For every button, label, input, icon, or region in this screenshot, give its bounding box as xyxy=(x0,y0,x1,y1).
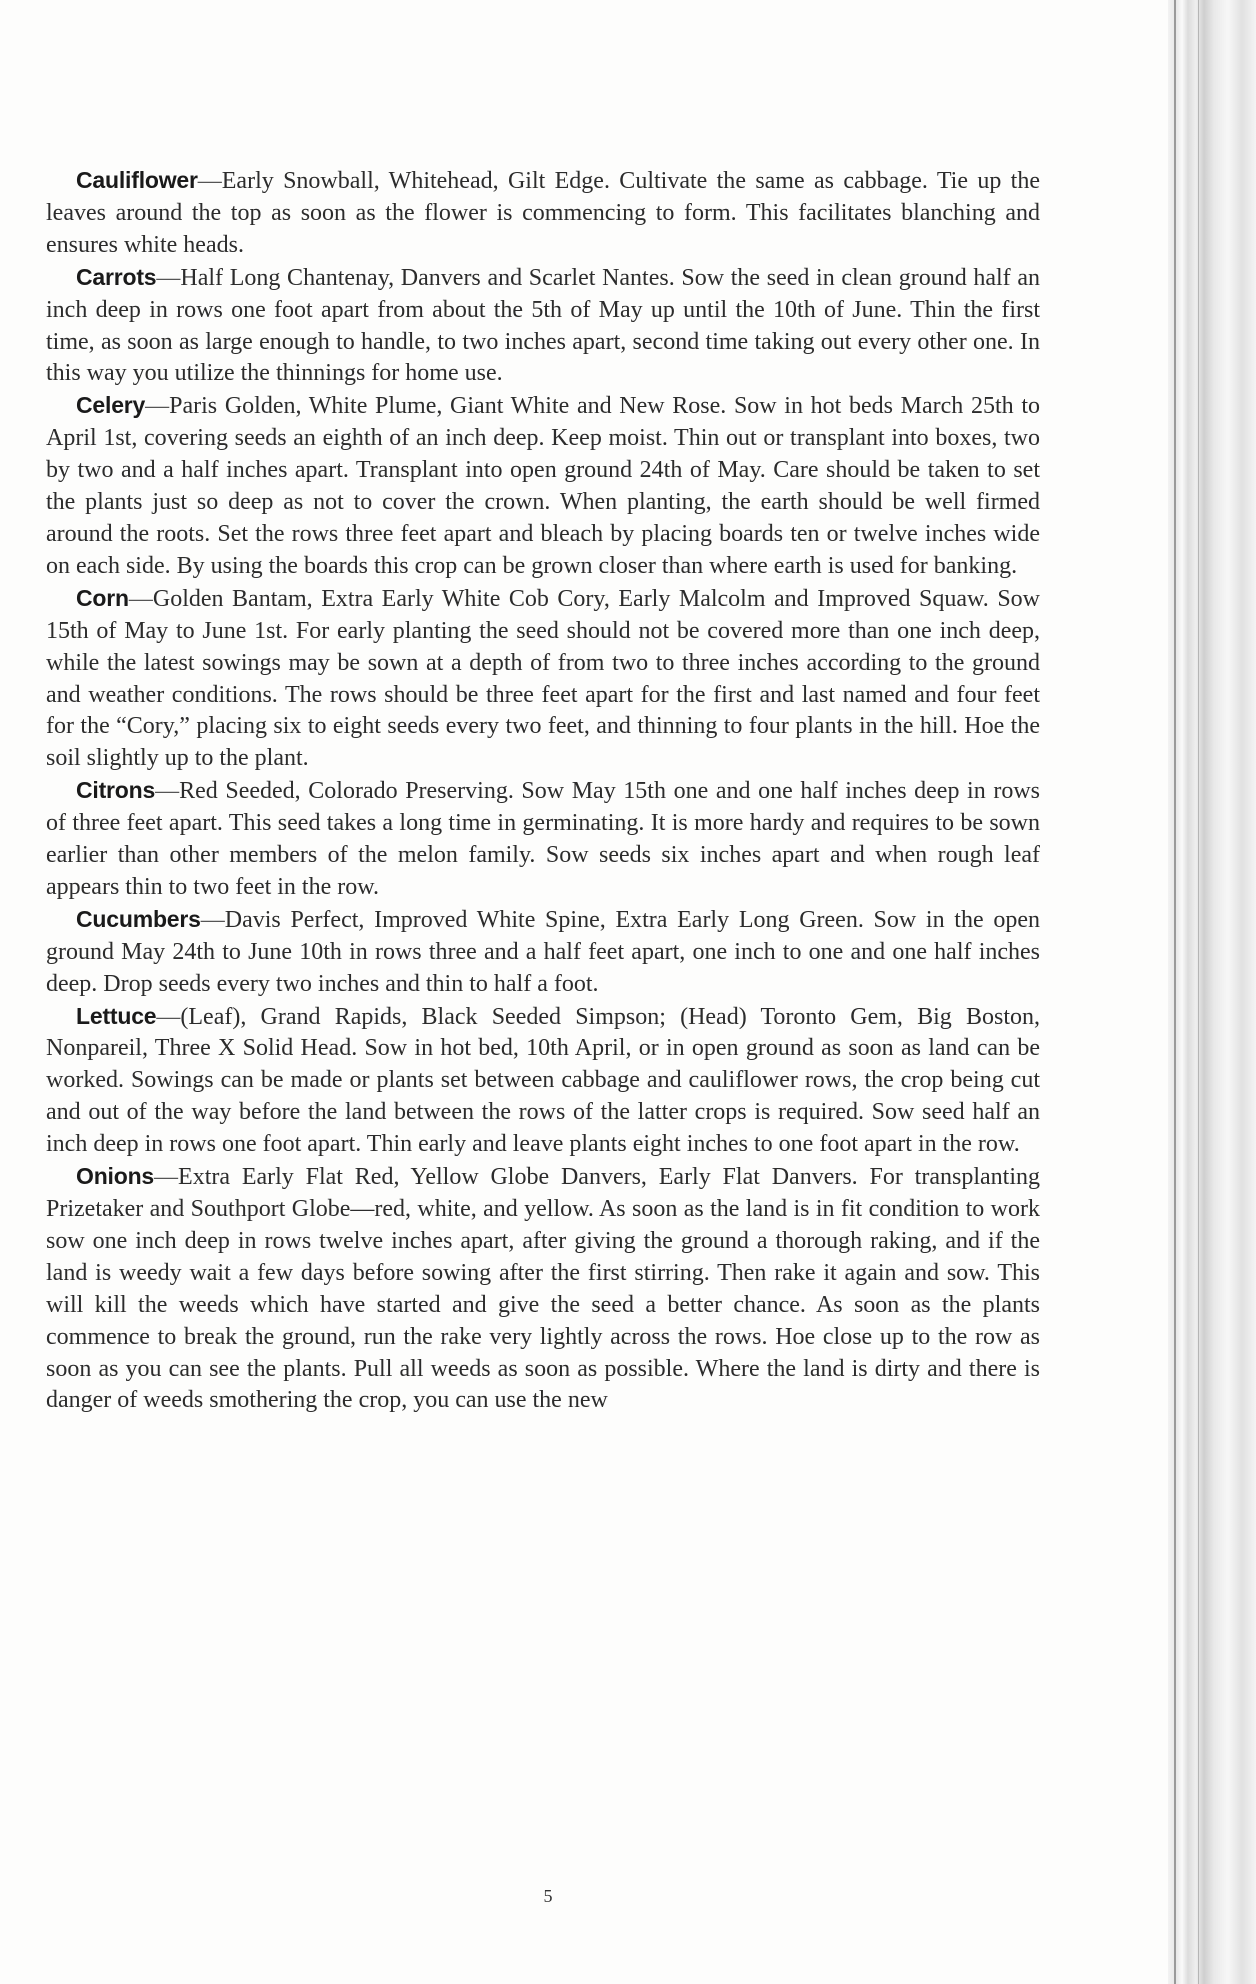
entry-term: Cauliflower xyxy=(76,167,198,193)
entry-text: Extra Early Flat Red, Yellow Globe Danvers, Early Flat Danvers. For transplanting Prizetaker and Southport Globe—red, white, and yellow. As soon as the land is in fit condition to work sow one inch deep in rows twelve inches apart, after giving the ground a thorough raking, and if the land is weedy wait a few days before sowing after the first stirring. Then rake it again and sow. This will kill the weeds which have started and give the seed a better chance. As soon as the plants commence to break the ground, run the rake very lightly across the rows. Hoe close up to the row as soon as you can see the plants. Pull all weeds as soon as possible. Where the land is dirty and there is danger of weeds smothering the crop, you can use the new xyxy=(46,1164,1040,1414)
entry-cauliflower xyxy=(46,165,1040,262)
entry-lettuce xyxy=(46,1001,1040,1162)
entry-term: Citrons xyxy=(76,777,156,804)
entry-dash: — xyxy=(156,264,181,291)
entry-term: Celery xyxy=(76,392,146,419)
page-number: 5 xyxy=(543,1886,553,1906)
entry-term: Corn xyxy=(76,584,129,611)
entry-text: (Leaf), Grand Rapids, Black Seeded Simpson; (Head) Toronto Gem, Big Boston, Nonpareil, Three X Solid Head. Sow in hot bed, 10th April, or in open ground as soon as land can be worked. Sowings can be made or plants set between cabbage and cauliflower rows, the crop being cut and out of the way before the land between the rows of the latter crops is required. Sow seed half an inch deep in rows one foot apart. Thin early and leave plants eight inches to one foot apart in the row. xyxy=(46,1003,1040,1158)
entry-cucumbers xyxy=(46,904,1040,1001)
entry-onions xyxy=(46,1161,1040,1417)
entry-term: Cucumbers xyxy=(76,905,201,932)
book-binding-edge xyxy=(1168,0,1256,1984)
entry-dash: — xyxy=(128,585,153,612)
entry-citrons xyxy=(46,775,1040,904)
entry-celery xyxy=(46,390,1040,582)
entry-term: Lettuce xyxy=(76,1002,157,1029)
entry-term: Onions xyxy=(76,1163,155,1190)
entry-text: Golden Bantam, Extra Early White Cob Cory, Early Malcolm and Improved Squaw. Sow 15th of May to June 1st. For early planting the seed should not be covered more than one inch deep, while the latest sowings may be sown at a depth of from two to three inches according to the ground and weather conditions. The rows should be three feet apart for the first and last named and four feet for the “Cory,” placing six to eight seeds every two feet, and thinning to four plants in the hill. Hoe the soil slightly up to the plant. xyxy=(46,585,1040,772)
entry-text: Early Snowball, Whitehead, Gilt Edge. Cultivate the same as cabbage. Tie up the leaves around the top as soon as the flower is commencing to form. This facilitates blanching and ensures white heads. xyxy=(46,168,1040,258)
entry-text: Red Seeded, Colorado Preserving. Sow May 15th one and one half inches deep in rows of three feet apart. This seed takes a long time in germinating. It is more hardy and requires to be sown earlier than other members of the melon family. Sow seeds six inches apart and when rough leaf appears thin to two feet in the row. xyxy=(46,778,1040,900)
entry-dash: — xyxy=(154,1164,179,1191)
entry-carrots xyxy=(46,262,1040,391)
page-body xyxy=(46,165,1040,1417)
entry-text: Paris Golden, White Plume, Giant White and New Rose. Sow in hot beds March 25th to April 1st, covering seeds an eighth of an inch deep. Keep moist. Thin out or transplant into boxes, two by two and a half inches apart. Transplant into open ground 24th of May. Care should be taken to set the plants just so deep as not to cover the crown. When planting, the earth should be well firmed around the roots. Set the rows three feet apart and bleach by placing boards ten or twelve inches wide on each side. By using the boards this crop can be grown closer than where earth is used for banking. xyxy=(46,393,1040,579)
entry-dash: — xyxy=(145,393,170,420)
entry-text: Davis Perfect, Improved White Spine, Extra Early Long Green. Sow in the open ground May 24th to June 10th in rows three and a half feet apart, one inch to one and one half inches deep. Drop seeds every two inches and thin to half a foot. xyxy=(46,906,1040,997)
entry-corn xyxy=(46,583,1040,775)
entry-dash: — xyxy=(197,168,222,194)
entry-term: Carrots xyxy=(76,263,157,290)
entry-text: Half Long Chantenay, Danvers and Scarlet Nantes. Sow the seed in clean ground half an inch deep in rows one foot apart from about the 5th of May up until the 10th of June. Thin the first time, as soon as large enough to handle, to two inches apart, second time taking out every other one. In this way you utilize the thinnings for home use. xyxy=(46,264,1040,387)
entry-dash: — xyxy=(200,906,225,933)
entry-dash: — xyxy=(156,1003,181,1030)
entry-dash: — xyxy=(155,778,180,805)
